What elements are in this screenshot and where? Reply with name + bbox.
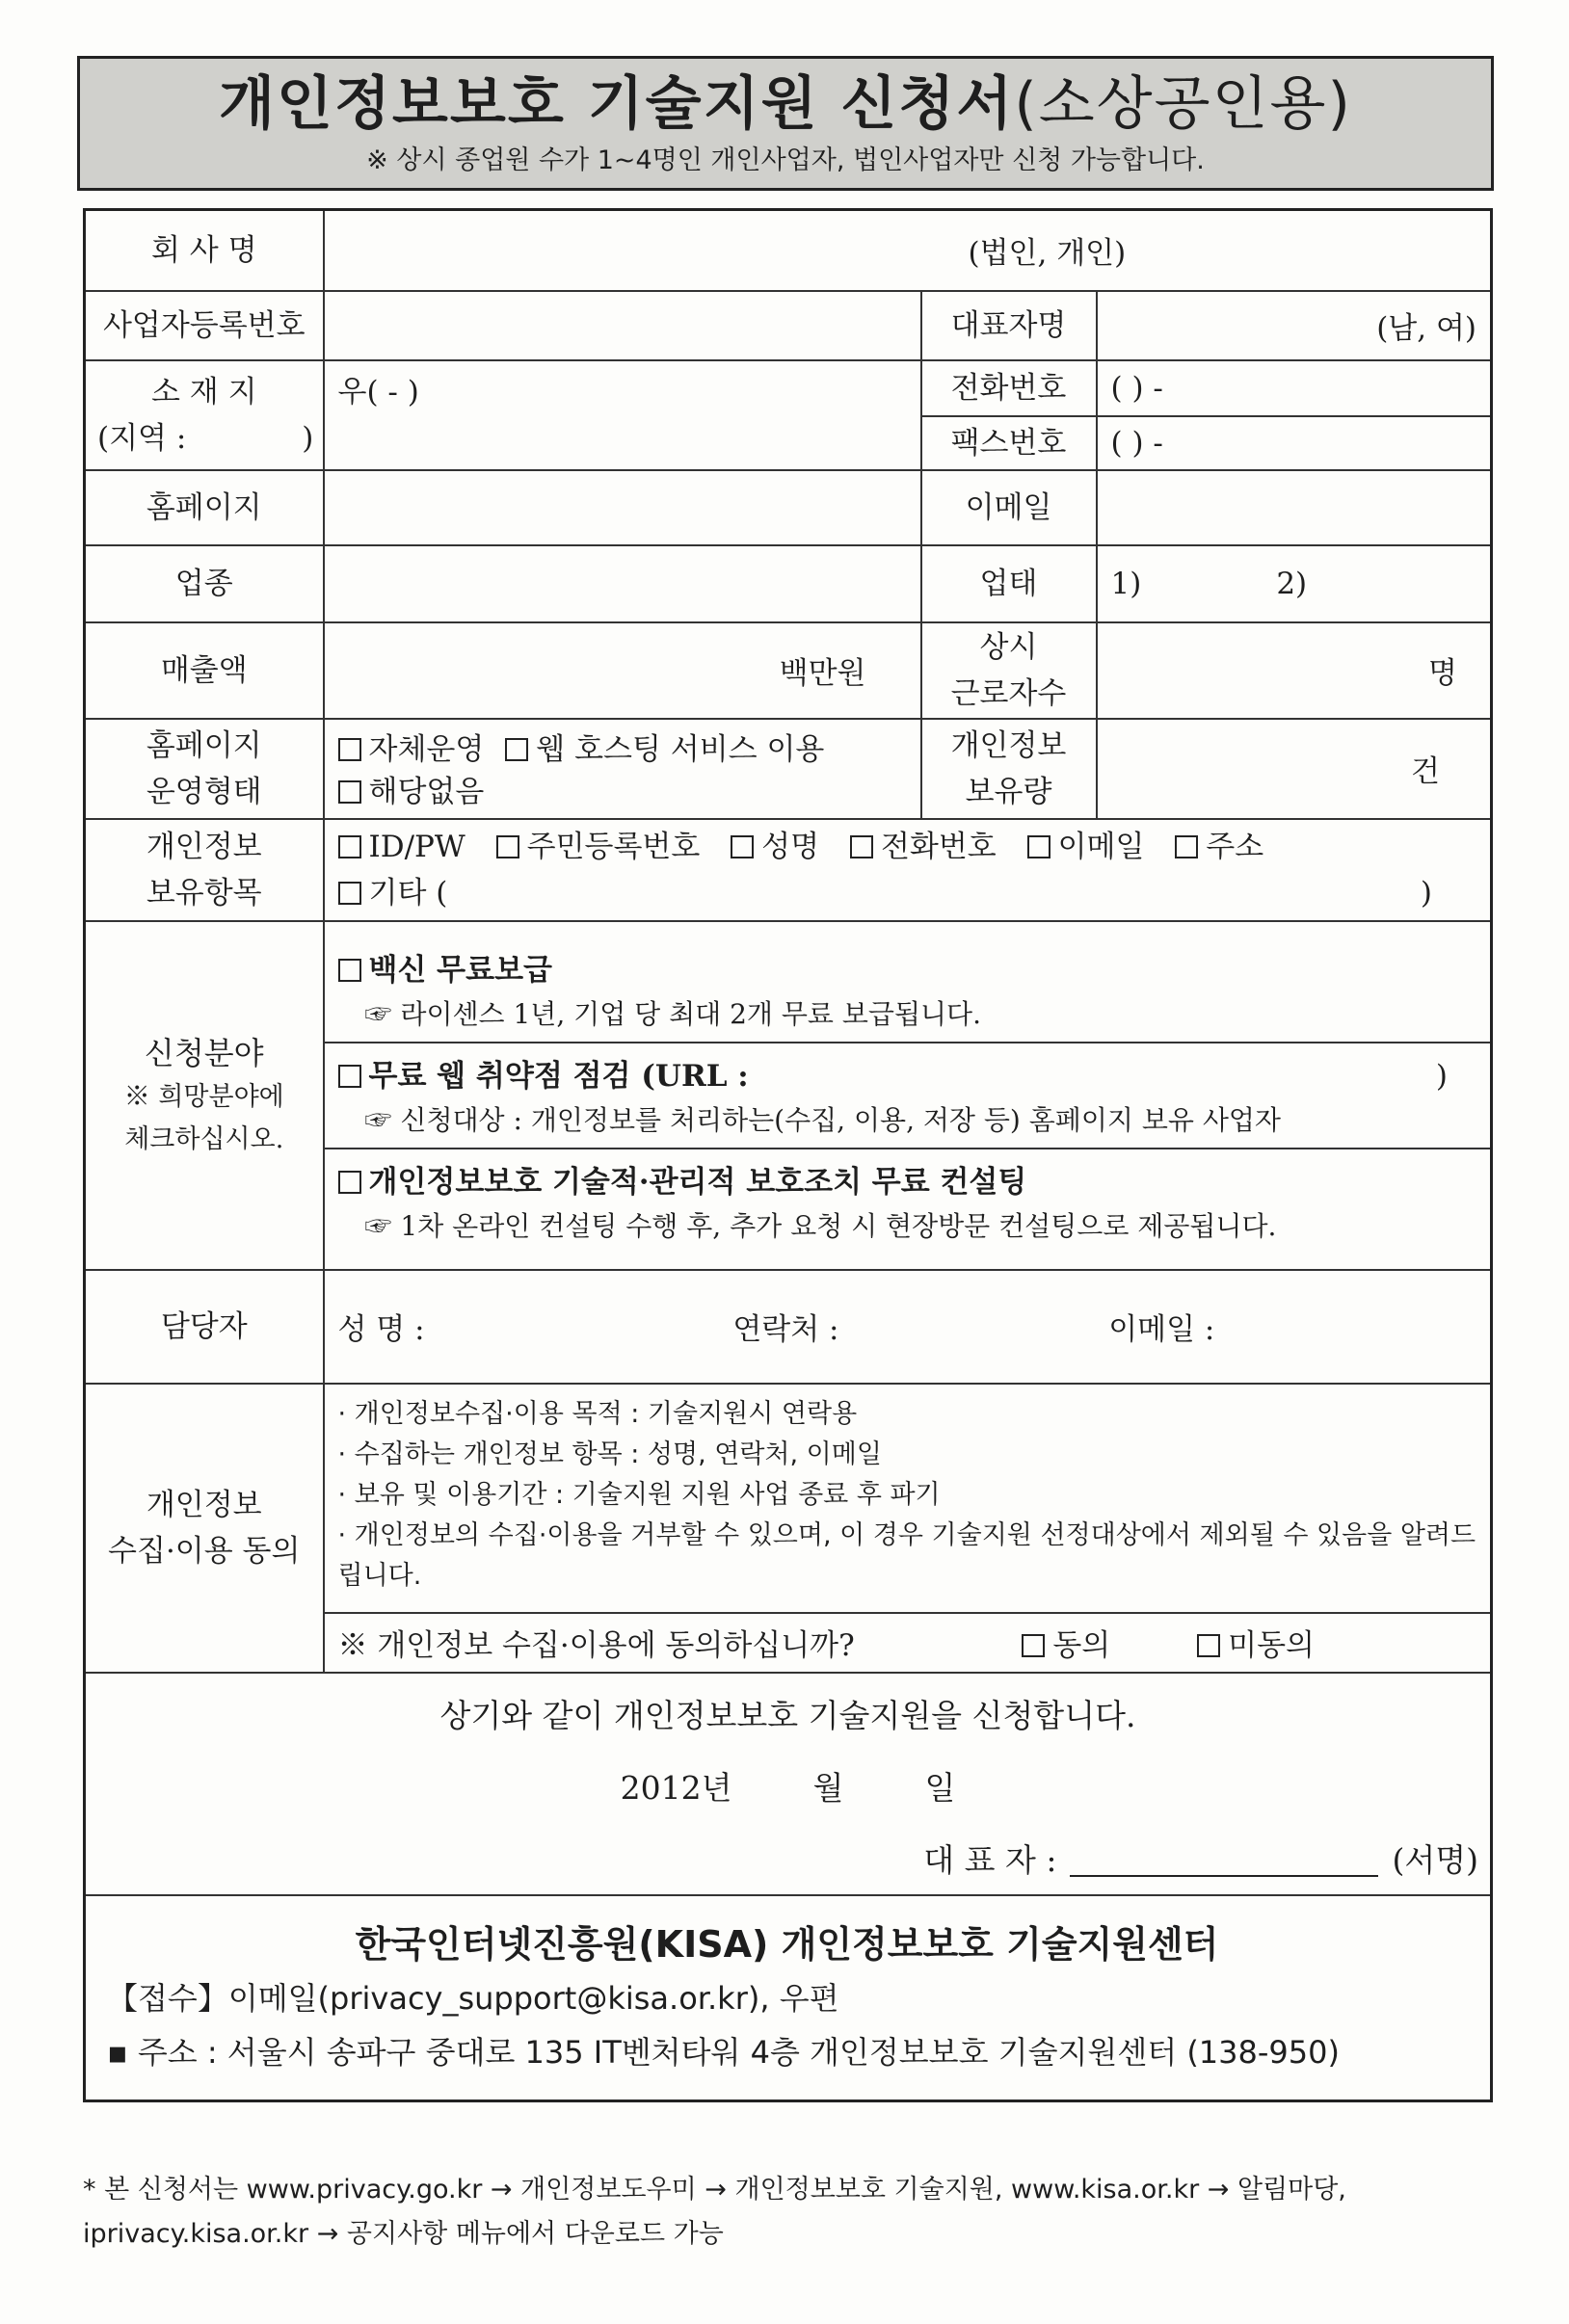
email-field[interactable]	[1097, 470, 1492, 545]
signature-hint: (서명)	[1392, 1840, 1478, 1879]
form-title-main: 개인정보보호 기술지원 신청서	[219, 70, 1015, 138]
application-label-2: ※ 희망분야에	[123, 1081, 284, 1112]
footnote-line-1: * 본 신청서는 www.privacy.go.kr → 개인정보도우미 → 개인정보보호 기술지원, www.kisa.or.kr → 알림마당,	[83, 2175, 1346, 2205]
phone-field[interactable]	[1097, 360, 1492, 416]
row-industry	[85, 545, 1492, 622]
application-options	[324, 921, 1492, 1270]
consent-agree-label: 동의	[1052, 1628, 1111, 1663]
pi-item-address[interactable]	[1175, 830, 1263, 864]
ceo-label: 대표자명	[921, 291, 1097, 360]
phone-label: 전화번호	[921, 360, 1097, 416]
consent-label	[85, 1384, 324, 1673]
employees-unit: 명	[1428, 656, 1457, 691]
row-signature	[85, 1673, 1492, 1895]
signature-month: 월	[812, 1768, 844, 1807]
checkbox-icon	[338, 959, 361, 982]
app-opt3-title: 개인정보보호 기술적·관리적 보호조치 무료 컨설팅	[368, 1164, 1027, 1200]
form-title	[80, 66, 1491, 142]
consent-disagree-option[interactable]	[1197, 1628, 1315, 1663]
hp-type-label-2: 운영형태	[146, 774, 262, 809]
checkbox-icon	[505, 738, 528, 761]
signature-date	[86, 1736, 1490, 1809]
biz-reg-label: 사업자등록번호	[85, 291, 324, 360]
pi-amount-label-2: 보유량	[965, 774, 1052, 809]
row-location-phone	[85, 360, 1492, 416]
hp-type-options	[324, 719, 921, 819]
homepage-field[interactable]	[324, 470, 921, 545]
phone-value: ( ) -	[1110, 370, 1163, 406]
consent-label-1: 개인정보	[146, 1487, 262, 1522]
app-opt-vaccine[interactable]	[325, 938, 1491, 1043]
consent-question-cell	[324, 1613, 1492, 1673]
company-type-hint: (법인, 개인)	[968, 236, 1127, 272]
signature-area	[85, 1673, 1492, 1895]
kisa-receipt: 【접수】이메일(privacy_support@kisa.or.kr), 우편	[107, 1980, 839, 2018]
app-opt3-note: ☞ 1차 온라인 컨설팅 수행 후, 추가 요청 시 현장방문 컨설팅으로 제공됩니다.	[364, 1209, 1277, 1242]
row-sales	[85, 622, 1492, 719]
hp-type-label-1: 홈페이지	[146, 727, 262, 763]
row-biz-reg	[85, 291, 1492, 360]
signature-year: 2012년	[620, 1768, 732, 1807]
pi-item-email[interactable]	[1027, 830, 1145, 864]
contact-fields	[324, 1270, 1492, 1384]
consent-details	[324, 1384, 1492, 1613]
consent-item: · 개인정보의 수집·이용을 거부할 수 있으며, 이 경우 기술지원 선정대상에서 제외될 수 있음을 알려드립니다.	[337, 1519, 1476, 1591]
footnote-line-2: iprivacy.kisa.or.kr → 공지사항 메뉴에서 다운로드 가능	[83, 2219, 724, 2249]
row-pi-items	[85, 819, 1492, 921]
checkbox-icon	[1027, 835, 1050, 858]
industry-label: 업종	[85, 545, 324, 622]
contact-email-label: 이메일 :	[1108, 1312, 1215, 1347]
contact-phone-label: 연락처 :	[732, 1312, 839, 1347]
pi-items-options	[324, 819, 1492, 921]
app-opt2-note: ☞ 신청대상 : 개인정보를 처리하는(수집, 이용, 저장 등) 홈페이지 보유 사업자	[364, 1103, 1281, 1136]
employees-label-1: 상시	[979, 629, 1038, 665]
kisa-org: 한국인터넷진흥원(KISA) 개인정보보호 기술지원센터	[355, 1923, 1219, 1967]
contact-email-field[interactable]	[1108, 1305, 1214, 1348]
pi-items-label-1: 개인정보	[146, 829, 262, 864]
region-label-line	[86, 415, 323, 462]
location-label-cell	[85, 360, 324, 470]
consent-item: · 보유 및 이용기간 : 기술지원 지원 사업 종료 후 파기	[337, 1479, 941, 1510]
consent-disagree-label: 미동의	[1228, 1628, 1315, 1663]
industry-field[interactable]	[324, 545, 921, 622]
app-opt1-title: 백신 무료보급	[368, 952, 552, 988]
row-consent	[85, 1384, 1492, 1613]
hp-opt-self[interactable]	[338, 732, 485, 767]
postal-code: 우( - )	[337, 374, 419, 409]
sales-label: 매출액	[85, 622, 324, 719]
consent-item: · 개인정보수집·이용 목적 : 기술지원시 연락용	[337, 1398, 858, 1429]
signature-statement: 상기와 같이 개인정보보호 기술지원을 신청합니다.	[439, 1696, 1136, 1734]
pi-item-label: 성명	[761, 829, 820, 864]
biz-reg-field[interactable]	[324, 291, 921, 360]
hp-opt-none-label: 해당없음	[368, 774, 485, 809]
pi-item-label: ID/PW	[368, 829, 465, 864]
contact-label: 담당자	[85, 1270, 324, 1384]
row-contact	[85, 1270, 1492, 1384]
application-label-3: 체크하십시오.	[124, 1123, 284, 1154]
pi-item-label: 주소	[1206, 829, 1264, 864]
pi-amount-unit: 건	[1411, 754, 1440, 789]
fax-field[interactable]	[1097, 416, 1492, 470]
pi-item-label: 주민등록번호	[526, 829, 701, 864]
checkbox-icon	[338, 1171, 361, 1194]
app-opt-web-scan[interactable]	[325, 1043, 1491, 1149]
checkbox-icon	[338, 738, 361, 761]
kisa-address: ▪ 주소 : 서울시 송파구 중대로 135 IT벤처타워 4층 개인정보보호 기술지원센터 (138-950)	[107, 2034, 1340, 2072]
ceo-field[interactable]	[1097, 291, 1492, 360]
row-homepage	[85, 470, 1492, 545]
sales-unit: 백만원	[779, 656, 866, 691]
region-close: )	[302, 420, 314, 456]
signature-rep	[86, 1809, 1490, 1894]
form-title-paren: (소상공인용)	[1014, 70, 1352, 138]
contact-phone-field[interactable]	[732, 1305, 1099, 1348]
checkbox-icon	[338, 835, 361, 858]
form-subtitle: ※ 상시 종업원 수가 1~4명인 개인사업자, 법인사업자만 신청 가능합니다.	[366, 145, 1205, 175]
signature-day: 일	[924, 1768, 956, 1807]
app-opt-consulting[interactable]	[325, 1149, 1491, 1254]
application-label-1: 신청분야	[144, 1034, 264, 1071]
checkbox-icon	[496, 835, 519, 858]
gender-hint: (남, 여)	[1376, 311, 1476, 346]
biz-type-2: 2)	[1276, 566, 1308, 601]
pi-item-other-label: 기타 (	[368, 875, 448, 911]
hp-opt-hosting-label: 웹 호스팅 서비스 이용	[536, 731, 825, 767]
homepage-label: 홈페이지	[85, 470, 324, 545]
row-application	[85, 921, 1492, 1270]
biz-type-field[interactable]	[1097, 545, 1492, 622]
row-kisa	[85, 1895, 1492, 2101]
location-label: 소 재 지	[150, 374, 257, 409]
checkbox-icon	[850, 835, 873, 858]
app-opt2-close: )	[1435, 1058, 1448, 1094]
hp-opt-none[interactable]	[338, 775, 485, 809]
signature-line[interactable]	[1070, 1848, 1378, 1877]
checkbox-icon	[338, 780, 361, 804]
pi-items-label-2: 보유항목	[146, 875, 262, 911]
row-hp-type	[85, 719, 1492, 819]
application-label	[85, 921, 324, 1270]
company-name-field[interactable]	[324, 210, 1492, 291]
app-opt1-note: ☞ 라이센스 1년, 기업 당 최대 2개 무료 보급됩니다.	[364, 997, 981, 1030]
biz-type-label: 업태	[921, 545, 1097, 622]
consent-label-2: 수집·이용 동의	[108, 1533, 301, 1569]
company-name-label: 회 사 명	[85, 210, 324, 291]
kisa-info	[85, 1895, 1492, 2101]
employees-label	[921, 622, 1097, 719]
pi-amount-label-1: 개인정보	[950, 727, 1067, 763]
consent-agree-option[interactable]	[1022, 1628, 1110, 1663]
pi-other-close: )	[1420, 875, 1432, 911]
address-field[interactable]	[324, 360, 921, 470]
contact-name-field[interactable]	[338, 1305, 724, 1348]
app-opt2-title: 무료 웹 취약점 점검 (URL :	[368, 1058, 749, 1094]
pi-items-label	[85, 819, 324, 921]
pi-amount-label	[921, 719, 1097, 819]
checkbox-icon	[1022, 1634, 1045, 1657]
row-company-name	[85, 210, 1492, 291]
employees-field[interactable]	[1097, 622, 1492, 719]
hp-type-label	[85, 719, 324, 819]
pi-item-rrn[interactable]	[496, 830, 701, 864]
fax-label: 팩스번호	[921, 416, 1097, 470]
pi-item-idpw[interactable]	[338, 830, 465, 864]
region-label: (지역 :	[97, 420, 187, 456]
pi-item-phone[interactable]	[850, 830, 997, 864]
checkbox-icon	[1175, 835, 1198, 858]
checkbox-icon	[338, 1065, 361, 1088]
form-title-box	[77, 56, 1494, 191]
consent-item: · 수집하는 개인정보 항목 : 성명, 연락처, 이메일	[337, 1439, 882, 1469]
pi-item-other[interactable]	[338, 876, 448, 911]
email-label: 이메일	[921, 470, 1097, 545]
hp-opt-self-label: 자체운영	[368, 731, 485, 767]
pi-item-label: 이메일	[1057, 829, 1145, 864]
checkbox-icon	[1197, 1634, 1220, 1657]
sales-field[interactable]	[324, 622, 921, 719]
hp-opt-hosting[interactable]	[505, 732, 824, 767]
application-form-table	[83, 208, 1493, 2102]
pi-item-label: 전화번호	[880, 829, 997, 864]
footnote	[83, 2168, 1500, 2257]
pi-item-name[interactable]	[731, 830, 819, 864]
signature-rep-label: 대 표 자 :	[923, 1840, 1057, 1879]
employees-label-2: 근로자수	[950, 675, 1067, 711]
checkbox-icon	[731, 835, 754, 858]
pi-amount-field[interactable]	[1097, 719, 1492, 819]
consent-question: ※ 개인정보 수집·이용에 동의하십니까?	[337, 1628, 855, 1663]
fax-value: ( ) -	[1110, 425, 1163, 461]
contact-name-label: 성 명 :	[337, 1312, 425, 1347]
checkbox-icon	[338, 882, 361, 905]
biz-type-1: 1)	[1110, 566, 1142, 601]
